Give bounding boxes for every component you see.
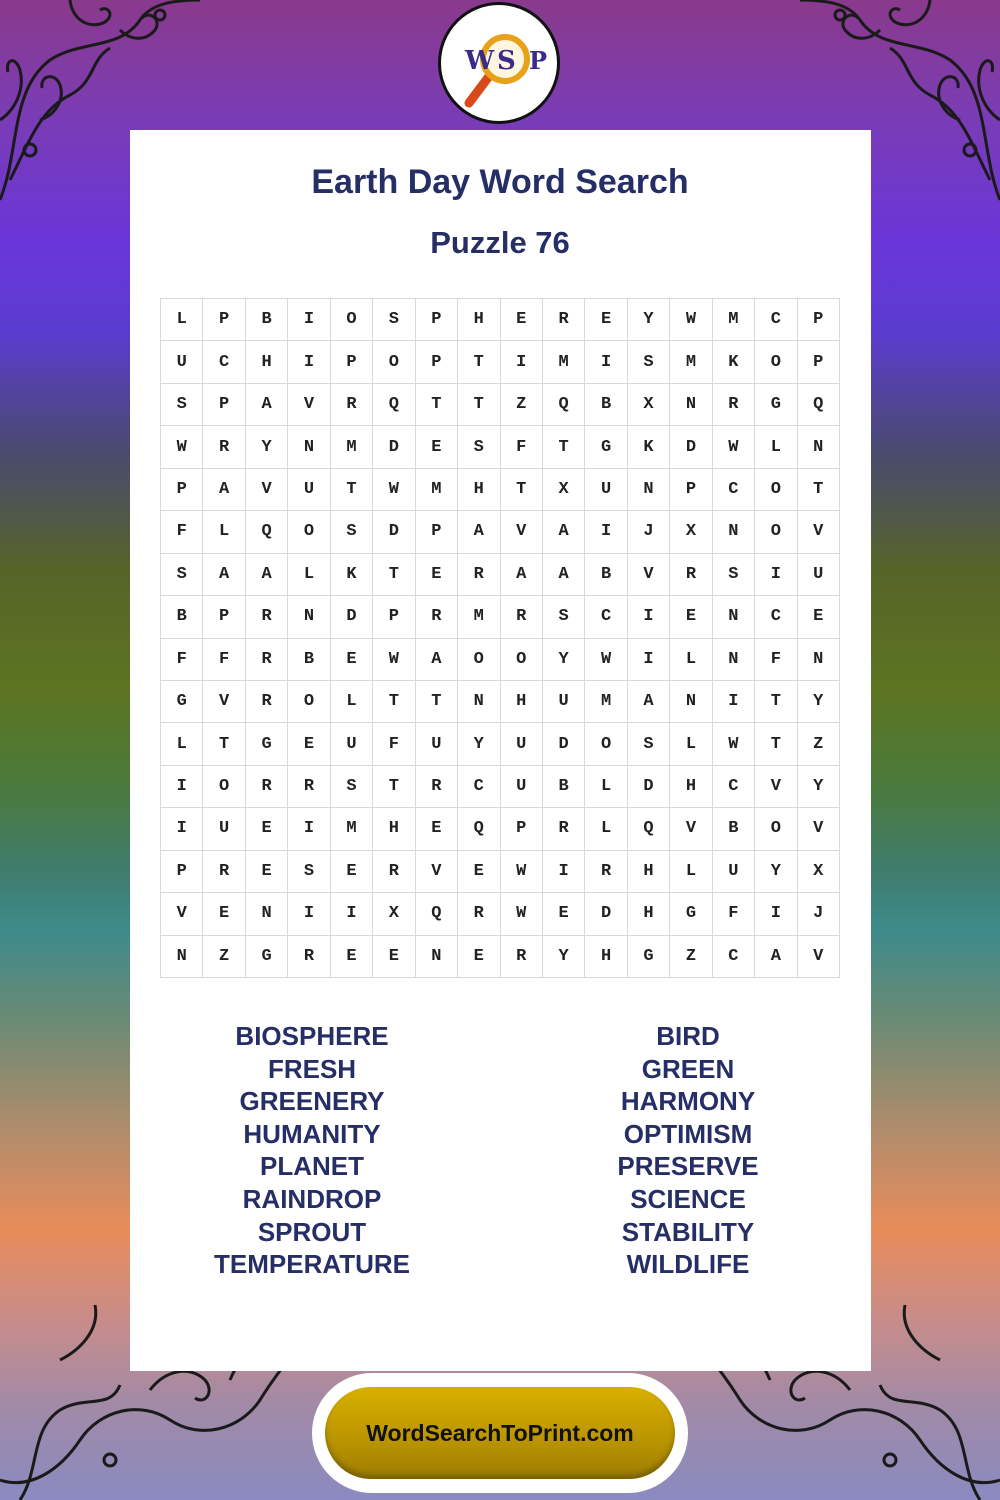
grid-cell[interactable]: R <box>203 426 245 468</box>
grid-cell[interactable]: I <box>288 341 330 383</box>
grid-cell[interactable]: G <box>585 426 627 468</box>
grid-cell[interactable]: V <box>161 893 203 935</box>
grid-cell[interactable]: R <box>543 808 585 850</box>
grid-cell[interactable]: U <box>501 723 543 765</box>
grid-cell[interactable]: A <box>755 936 797 978</box>
grid-cell[interactable]: F <box>161 639 203 681</box>
grid-cell[interactable]: X <box>798 851 840 893</box>
grid-cell[interactable]: E <box>416 808 458 850</box>
grid-cell[interactable]: Q <box>416 893 458 935</box>
grid-cell[interactable]: Q <box>628 808 670 850</box>
grid-cell[interactable]: L <box>755 426 797 468</box>
grid-cell[interactable]: P <box>203 299 245 341</box>
grid-cell[interactable]: N <box>161 936 203 978</box>
grid-cell[interactable]: S <box>628 723 670 765</box>
grid-cell[interactable]: A <box>246 554 288 596</box>
grid-cell[interactable]: Q <box>246 511 288 553</box>
grid-cell[interactable]: N <box>713 639 755 681</box>
grid-cell[interactable]: C <box>458 766 500 808</box>
grid-cell[interactable]: D <box>585 893 627 935</box>
grid-cell[interactable]: N <box>713 596 755 638</box>
grid-cell[interactable]: Z <box>501 384 543 426</box>
grid-cell[interactable]: O <box>501 639 543 681</box>
grid-cell[interactable]: A <box>203 554 245 596</box>
grid-cell[interactable]: X <box>628 384 670 426</box>
page-title: Earth Day Word Search <box>311 163 689 201</box>
grid-cell[interactable]: U <box>501 766 543 808</box>
grid-cell[interactable]: S <box>161 554 203 596</box>
grid-cell[interactable]: O <box>755 341 797 383</box>
grid-cell[interactable]: S <box>288 851 330 893</box>
grid-cell[interactable]: M <box>416 469 458 511</box>
word-list-item: SCIENCE <box>630 1183 746 1214</box>
grid-cell[interactable]: H <box>628 851 670 893</box>
grid-cell[interactable]: F <box>755 639 797 681</box>
grid-cell[interactable]: V <box>501 511 543 553</box>
grid-cell[interactable]: A <box>246 384 288 426</box>
grid-cell[interactable]: I <box>543 851 585 893</box>
grid-cell[interactable]: U <box>585 469 627 511</box>
word-list-item: PLANET <box>260 1151 364 1182</box>
grid-cell[interactable]: E <box>331 851 373 893</box>
grid-cell[interactable]: N <box>246 893 288 935</box>
grid-cell[interactable]: N <box>798 639 840 681</box>
grid-cell[interactable]: V <box>798 808 840 850</box>
grid-cell[interactable]: Y <box>543 936 585 978</box>
logo-letter-w: W <box>465 46 495 76</box>
grid-cell[interactable]: T <box>798 469 840 511</box>
grid-cell[interactable]: L <box>670 851 712 893</box>
grid-cell[interactable]: C <box>713 766 755 808</box>
grid-cell[interactable]: U <box>416 723 458 765</box>
grid-cell[interactable]: I <box>331 893 373 935</box>
grid-cell[interactable]: V <box>288 384 330 426</box>
grid-cell[interactable]: W <box>713 426 755 468</box>
grid-cell[interactable]: O <box>755 808 797 850</box>
grid-cell[interactable]: U <box>288 469 330 511</box>
grid-cell[interactable]: B <box>543 766 585 808</box>
grid-cell[interactable]: K <box>713 341 755 383</box>
grid-cell[interactable]: H <box>670 766 712 808</box>
grid-cell[interactable]: I <box>288 893 330 935</box>
grid-cell[interactable]: B <box>713 808 755 850</box>
grid-cell[interactable]: C <box>755 299 797 341</box>
grid-cell[interactable]: L <box>161 299 203 341</box>
grid-cell[interactable]: L <box>203 511 245 553</box>
word-list-item: HUMANITY <box>243 1118 381 1149</box>
grid-cell[interactable]: O <box>585 723 627 765</box>
grid-cell[interactable]: D <box>670 426 712 468</box>
grid-cell[interactable]: P <box>161 469 203 511</box>
grid-cell[interactable]: D <box>543 723 585 765</box>
grid-cell[interactable]: C <box>713 469 755 511</box>
word-list-item: GREENERY <box>239 1086 385 1117</box>
grid-cell[interactable]: H <box>628 893 670 935</box>
grid-cell[interactable]: Z <box>670 936 712 978</box>
grid-cell[interactable]: F <box>501 426 543 468</box>
puzzle-number: Puzzle 76 <box>430 225 570 260</box>
grid-cell[interactable]: C <box>755 596 797 638</box>
grid-cell[interactable]: P <box>670 469 712 511</box>
grid-cell[interactable]: I <box>628 639 670 681</box>
grid-cell[interactable]: U <box>543 681 585 723</box>
grid-cell[interactable]: I <box>713 681 755 723</box>
grid-cell[interactable]: U <box>331 723 373 765</box>
grid-cell[interactable]: S <box>458 426 500 468</box>
grid-cell[interactable]: I <box>288 808 330 850</box>
grid-cell[interactable]: R <box>288 766 330 808</box>
grid-cell[interactable]: P <box>373 596 415 638</box>
grid-cell[interactable]: H <box>501 681 543 723</box>
grid-cell[interactable]: L <box>670 723 712 765</box>
grid-cell[interactable]: M <box>713 299 755 341</box>
grid-cell[interactable]: B <box>585 384 627 426</box>
grid-cell[interactable]: R <box>416 766 458 808</box>
grid-cell[interactable]: W <box>501 851 543 893</box>
grid-cell[interactable]: Y <box>755 851 797 893</box>
grid-cell[interactable]: I <box>585 511 627 553</box>
grid-cell[interactable]: V <box>670 808 712 850</box>
grid-cell[interactable]: K <box>628 426 670 468</box>
word-list-item: RAINDROP <box>242 1183 382 1214</box>
grid-cell[interactable]: N <box>416 936 458 978</box>
logo-letter-p: P <box>529 46 548 75</box>
grid-cell[interactable]: P <box>501 808 543 850</box>
grid-cell[interactable]: H <box>585 936 627 978</box>
logo-letter-s: S <box>497 46 516 76</box>
grid-cell[interactable]: P <box>161 851 203 893</box>
grid-cell[interactable]: P <box>416 341 458 383</box>
grid-cell[interactable]: E <box>670 596 712 638</box>
grid-cell[interactable]: V <box>628 554 670 596</box>
grid-cell[interactable]: A <box>628 681 670 723</box>
word-list-item: OPTIMISM <box>623 1118 753 1149</box>
word-list-item: HARMONY <box>620 1086 756 1117</box>
grid-cell[interactable]: L <box>331 681 373 723</box>
grid-cell[interactable]: G <box>755 384 797 426</box>
grid-cell[interactable]: W <box>585 639 627 681</box>
word-list-item: BIRD <box>656 1021 720 1051</box>
grid-cell[interactable]: U <box>798 554 840 596</box>
grid-cell[interactable]: Y <box>543 639 585 681</box>
grid-cell[interactable]: E <box>203 893 245 935</box>
word-list-item: STABILITY <box>621 1216 755 1247</box>
grid-cell[interactable]: A <box>203 469 245 511</box>
grid-cell[interactable]: P <box>416 511 458 553</box>
grid-cell[interactable]: O <box>288 511 330 553</box>
grid-cell[interactable]: D <box>628 766 670 808</box>
grid-cell[interactable]: A <box>543 511 585 553</box>
grid-cell[interactable]: R <box>543 299 585 341</box>
grid-cell[interactable]: R <box>501 936 543 978</box>
word-list-item: WILDLIFE <box>626 1249 750 1280</box>
grid-cell[interactable]: C <box>585 596 627 638</box>
grid-cell[interactable]: G <box>246 936 288 978</box>
grid-cell[interactable]: N <box>628 469 670 511</box>
grid-cell[interactable]: M <box>331 808 373 850</box>
grid-cell[interactable]: G <box>628 936 670 978</box>
grid-cell[interactable]: O <box>331 299 373 341</box>
grid-cell[interactable]: Y <box>798 681 840 723</box>
grid-cell[interactable]: B <box>288 639 330 681</box>
grid-cell[interactable]: N <box>798 426 840 468</box>
grid-cell[interactable]: X <box>373 893 415 935</box>
grid-cell[interactable]: V <box>203 681 245 723</box>
grid-cell[interactable]: R <box>373 851 415 893</box>
grid-cell[interactable]: Y <box>628 299 670 341</box>
grid-cell[interactable]: T <box>373 681 415 723</box>
grid-cell[interactable]: R <box>246 596 288 638</box>
word-list-item: BIOSPHERE <box>235 1021 389 1051</box>
grid-cell[interactable]: O <box>203 766 245 808</box>
grid-cell[interactable]: R <box>713 384 755 426</box>
grid-cell[interactable]: A <box>543 554 585 596</box>
grid-cell[interactable]: L <box>161 723 203 765</box>
grid-cell[interactable]: D <box>331 596 373 638</box>
word-list-left <box>162 1020 462 1281</box>
grid-cell[interactable]: B <box>161 596 203 638</box>
grid-cell[interactable]: N <box>288 596 330 638</box>
grid-cell[interactable]: P <box>203 596 245 638</box>
grid-cell[interactable]: R <box>246 639 288 681</box>
magnifier-logo-icon <box>447 11 551 115</box>
grid-cell[interactable]: W <box>713 723 755 765</box>
grid-cell[interactable]: T <box>331 469 373 511</box>
grid-cell[interactable]: R <box>585 851 627 893</box>
word-list-item: GREEN <box>641 1053 735 1084</box>
grid-cell[interactable]: Q <box>543 384 585 426</box>
grid-cell[interactable]: H <box>246 341 288 383</box>
grid-cell[interactable]: T <box>373 766 415 808</box>
grid-cell[interactable]: N <box>713 511 755 553</box>
grid-cell[interactable]: E <box>246 808 288 850</box>
grid-cell[interactable]: G <box>246 723 288 765</box>
grid-cell[interactable]: E <box>501 299 543 341</box>
grid-cell[interactable]: T <box>203 723 245 765</box>
grid-cell[interactable]: T <box>755 681 797 723</box>
grid-cell[interactable]: S <box>713 554 755 596</box>
grid-cell[interactable]: K <box>331 554 373 596</box>
grid-cell[interactable]: E <box>798 596 840 638</box>
grid-cell[interactable]: O <box>755 511 797 553</box>
grid-cell[interactable]: T <box>373 554 415 596</box>
grid-cell[interactable]: B <box>246 299 288 341</box>
grid-cell[interactable]: N <box>670 681 712 723</box>
grid-cell[interactable]: J <box>798 893 840 935</box>
word-list-item: TEMPERATURE <box>214 1249 410 1280</box>
grid-cell[interactable]: L <box>585 766 627 808</box>
grid-cell[interactable]: Q <box>458 808 500 850</box>
grid-cell[interactable]: U <box>713 851 755 893</box>
grid-cell[interactable]: R <box>458 893 500 935</box>
grid-cell[interactable]: E <box>543 893 585 935</box>
grid-cell[interactable]: S <box>331 766 373 808</box>
grid-cell[interactable]: A <box>501 554 543 596</box>
grid-cell[interactable]: E <box>458 851 500 893</box>
grid-cell[interactable]: O <box>458 639 500 681</box>
grid-cell[interactable]: R <box>458 554 500 596</box>
grid-cell[interactable]: F <box>203 639 245 681</box>
grid-cell[interactable]: E <box>458 936 500 978</box>
grid-cell[interactable]: W <box>670 299 712 341</box>
grid-cell[interactable]: I <box>755 554 797 596</box>
grid-cell[interactable]: N <box>670 384 712 426</box>
grid-cell[interactable]: S <box>373 299 415 341</box>
grid-cell[interactable]: A <box>458 511 500 553</box>
grid-cell[interactable]: E <box>373 936 415 978</box>
grid-cell[interactable]: E <box>416 426 458 468</box>
grid-cell[interactable]: H <box>458 469 500 511</box>
grid-cell[interactable]: V <box>798 936 840 978</box>
grid-cell[interactable]: M <box>543 341 585 383</box>
grid-cell[interactable]: P <box>798 341 840 383</box>
grid-cell[interactable]: A <box>416 639 458 681</box>
grid-cell[interactable]: F <box>713 893 755 935</box>
grid-cell[interactable]: P <box>798 299 840 341</box>
grid-cell[interactable]: V <box>416 851 458 893</box>
grid-cell[interactable]: T <box>501 469 543 511</box>
grid-cell[interactable]: I <box>628 596 670 638</box>
grid-cell[interactable]: Z <box>203 936 245 978</box>
grid-cell[interactable]: W <box>161 426 203 468</box>
grid-cell[interactable]: I <box>161 766 203 808</box>
grid-cell[interactable]: Z <box>798 723 840 765</box>
grid-cell[interactable]: Q <box>373 384 415 426</box>
grid-cell[interactable]: Y <box>458 723 500 765</box>
grid-cell[interactable]: B <box>585 554 627 596</box>
grid-cell[interactable]: R <box>246 766 288 808</box>
grid-cell[interactable]: W <box>373 469 415 511</box>
grid-cell[interactable]: T <box>416 384 458 426</box>
grid-cell[interactable]: R <box>670 554 712 596</box>
grid-cell[interactable]: Q <box>798 384 840 426</box>
grid-cell[interactable]: W <box>373 639 415 681</box>
grid-cell[interactable]: M <box>585 681 627 723</box>
grid-cell[interactable]: T <box>543 426 585 468</box>
grid-cell[interactable]: P <box>416 299 458 341</box>
grid-cell[interactable]: T <box>416 681 458 723</box>
grid-cell[interactable]: U <box>161 341 203 383</box>
grid-cell[interactable]: N <box>458 681 500 723</box>
grid-cell[interactable]: R <box>416 596 458 638</box>
grid-cell[interactable]: D <box>373 511 415 553</box>
grid-cell[interactable]: X <box>543 469 585 511</box>
grid-cell[interactable]: P <box>331 341 373 383</box>
grid-cell[interactable]: T <box>755 723 797 765</box>
grid-cell[interactable]: S <box>543 596 585 638</box>
grid-cell[interactable]: S <box>161 384 203 426</box>
letter-grid <box>160 298 840 978</box>
grid-cell[interactable]: V <box>246 469 288 511</box>
grid-cell[interactable]: Y <box>798 766 840 808</box>
grid-cell[interactable]: E <box>288 723 330 765</box>
grid-cell[interactable]: R <box>501 596 543 638</box>
grid-cell[interactable]: S <box>331 511 373 553</box>
grid-cell[interactable]: E <box>246 851 288 893</box>
grid-cell[interactable]: M <box>331 426 373 468</box>
grid-cell[interactable]: G <box>161 681 203 723</box>
grid-cell[interactable]: L <box>288 554 330 596</box>
grid-cell[interactable]: E <box>416 554 458 596</box>
grid-cell[interactable]: O <box>755 469 797 511</box>
grid-cell[interactable]: U <box>203 808 245 850</box>
grid-cell[interactable]: C <box>713 936 755 978</box>
grid-cell[interactable]: J <box>628 511 670 553</box>
grid-cell[interactable]: L <box>585 808 627 850</box>
grid-cell[interactable]: T <box>458 341 500 383</box>
word-list-item: SPROUT <box>257 1216 367 1247</box>
grid-cell[interactable]: V <box>798 511 840 553</box>
grid-cell[interactable]: R <box>203 851 245 893</box>
grid-cell[interactable]: I <box>161 808 203 850</box>
grid-cell[interactable]: P <box>203 384 245 426</box>
grid-cell[interactable]: R <box>246 681 288 723</box>
grid-cell[interactable]: T <box>458 384 500 426</box>
grid-cell[interactable]: F <box>161 511 203 553</box>
grid-cell[interactable]: M <box>458 596 500 638</box>
grid-cell[interactable]: V <box>755 766 797 808</box>
word-list-item: PRESERVE <box>617 1151 759 1182</box>
grid-cell[interactable]: M <box>670 341 712 383</box>
grid-cell[interactable]: I <box>501 341 543 383</box>
grid-cell[interactable]: I <box>755 893 797 935</box>
grid-cell[interactable]: G <box>670 893 712 935</box>
grid-cell[interactable]: S <box>628 341 670 383</box>
grid-cell[interactable]: O <box>288 681 330 723</box>
grid-cell[interactable]: R <box>331 384 373 426</box>
grid-cell[interactable]: C <box>203 341 245 383</box>
grid-cell[interactable]: W <box>501 893 543 935</box>
grid-cell[interactable]: R <box>288 936 330 978</box>
grid-cell[interactable]: L <box>670 639 712 681</box>
grid-cell[interactable]: O <box>373 341 415 383</box>
grid-cell[interactable]: E <box>331 639 373 681</box>
grid-cell[interactable]: X <box>670 511 712 553</box>
grid-cell[interactable]: H <box>373 808 415 850</box>
grid-cell[interactable]: E <box>331 936 373 978</box>
grid-cell[interactable]: E <box>585 299 627 341</box>
grid-cell[interactable]: N <box>288 426 330 468</box>
grid-cell[interactable]: I <box>288 299 330 341</box>
grid-cell[interactable]: I <box>585 341 627 383</box>
word-list-item: FRESH <box>267 1053 357 1084</box>
grid-cell[interactable]: F <box>373 723 415 765</box>
grid-cell[interactable]: H <box>458 299 500 341</box>
grid-cell[interactable]: D <box>373 426 415 468</box>
website-link-button[interactable]: WordSearchToPrint.com <box>325 1387 675 1479</box>
word-list-right <box>538 1020 838 1281</box>
grid-cell[interactable]: Y <box>246 426 288 468</box>
site-logo[interactable] <box>438 2 560 124</box>
